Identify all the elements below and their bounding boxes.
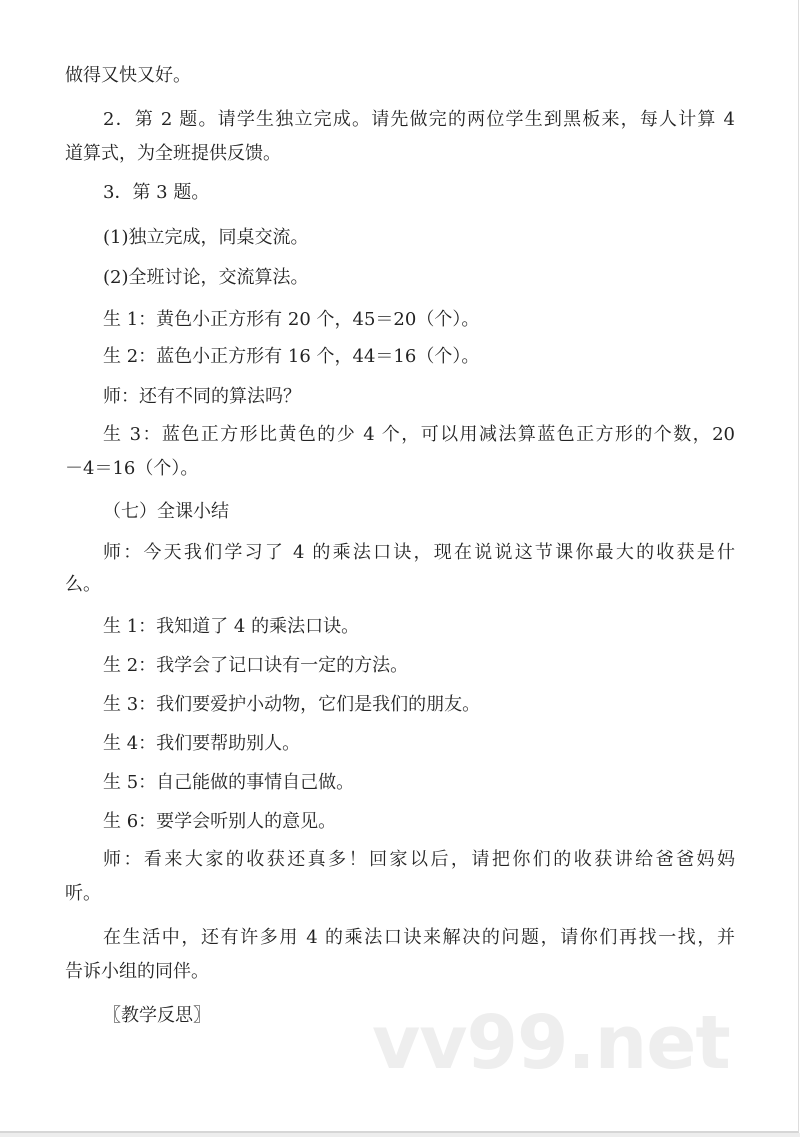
text-line: 听。 xyxy=(65,883,101,904)
text-line: 么。 xyxy=(65,574,101,595)
text-line: 师：还有不同的算法吗？ xyxy=(103,386,301,407)
text-line: 3．第 3 题。 xyxy=(103,182,210,203)
text-line: 生 1：我知道了 4 的乘法口诀。 xyxy=(103,616,360,637)
page-bottom-edge xyxy=(0,1133,800,1137)
text-line: 做得又快又好。 xyxy=(65,65,191,86)
watermark: vv99.net xyxy=(372,1000,730,1086)
section-heading-reflection: 〖教学反思〗 xyxy=(103,1005,211,1026)
text-line: 生 1：黄色小正方形有 20 个，45＝20（个）。 xyxy=(103,309,480,330)
text-line: 师：今天我们学习了 4 的乘法口诀，现在说说这节课你最大的收获是什 xyxy=(103,542,735,563)
text-line: 生 2：蓝色小正方形有 16 个，44＝16（个）。 xyxy=(103,346,480,367)
text-line: 告诉小组的同伴。 xyxy=(65,961,209,982)
text-line: 生 3：蓝色正方形比黄色的少 4 个，可以用减法算蓝色正方形的个数，20 xyxy=(103,424,735,445)
text-line: 生 3：我们要爱护小动物，它们是我们的朋友。 xyxy=(103,694,481,715)
section-heading: （七）全课小结 xyxy=(103,501,229,522)
text-line: 生 4：我们要帮助别人。 xyxy=(103,733,301,754)
text-line: 生 2：我学会了记口诀有一定的方法。 xyxy=(103,655,409,676)
text-line: 2．第 2 题。请学生独立完成。请先做完的两位学生到黑板来，每人计算 4 xyxy=(103,109,735,130)
text-line: 在生活中，还有许多用 4 的乘法口诀来解决的问题，请你们再找一找，并 xyxy=(103,927,735,948)
text-line: 师：看来大家的收获还真多！回家以后，请把你们的收获讲给爸爸妈妈 xyxy=(103,849,735,870)
text-line: －4＝16（个）。 xyxy=(65,458,199,479)
text-line: (2)全班讨论，交流算法。 xyxy=(103,267,309,288)
text-line: 生 6：要学会听别人的意见。 xyxy=(103,811,337,832)
text-line: (1)独立完成，同桌交流。 xyxy=(103,227,309,248)
text-line: 道算式，为全班提供反馈。 xyxy=(65,143,281,164)
text-line: 生 5：自己能做的事情自己做。 xyxy=(103,772,355,793)
